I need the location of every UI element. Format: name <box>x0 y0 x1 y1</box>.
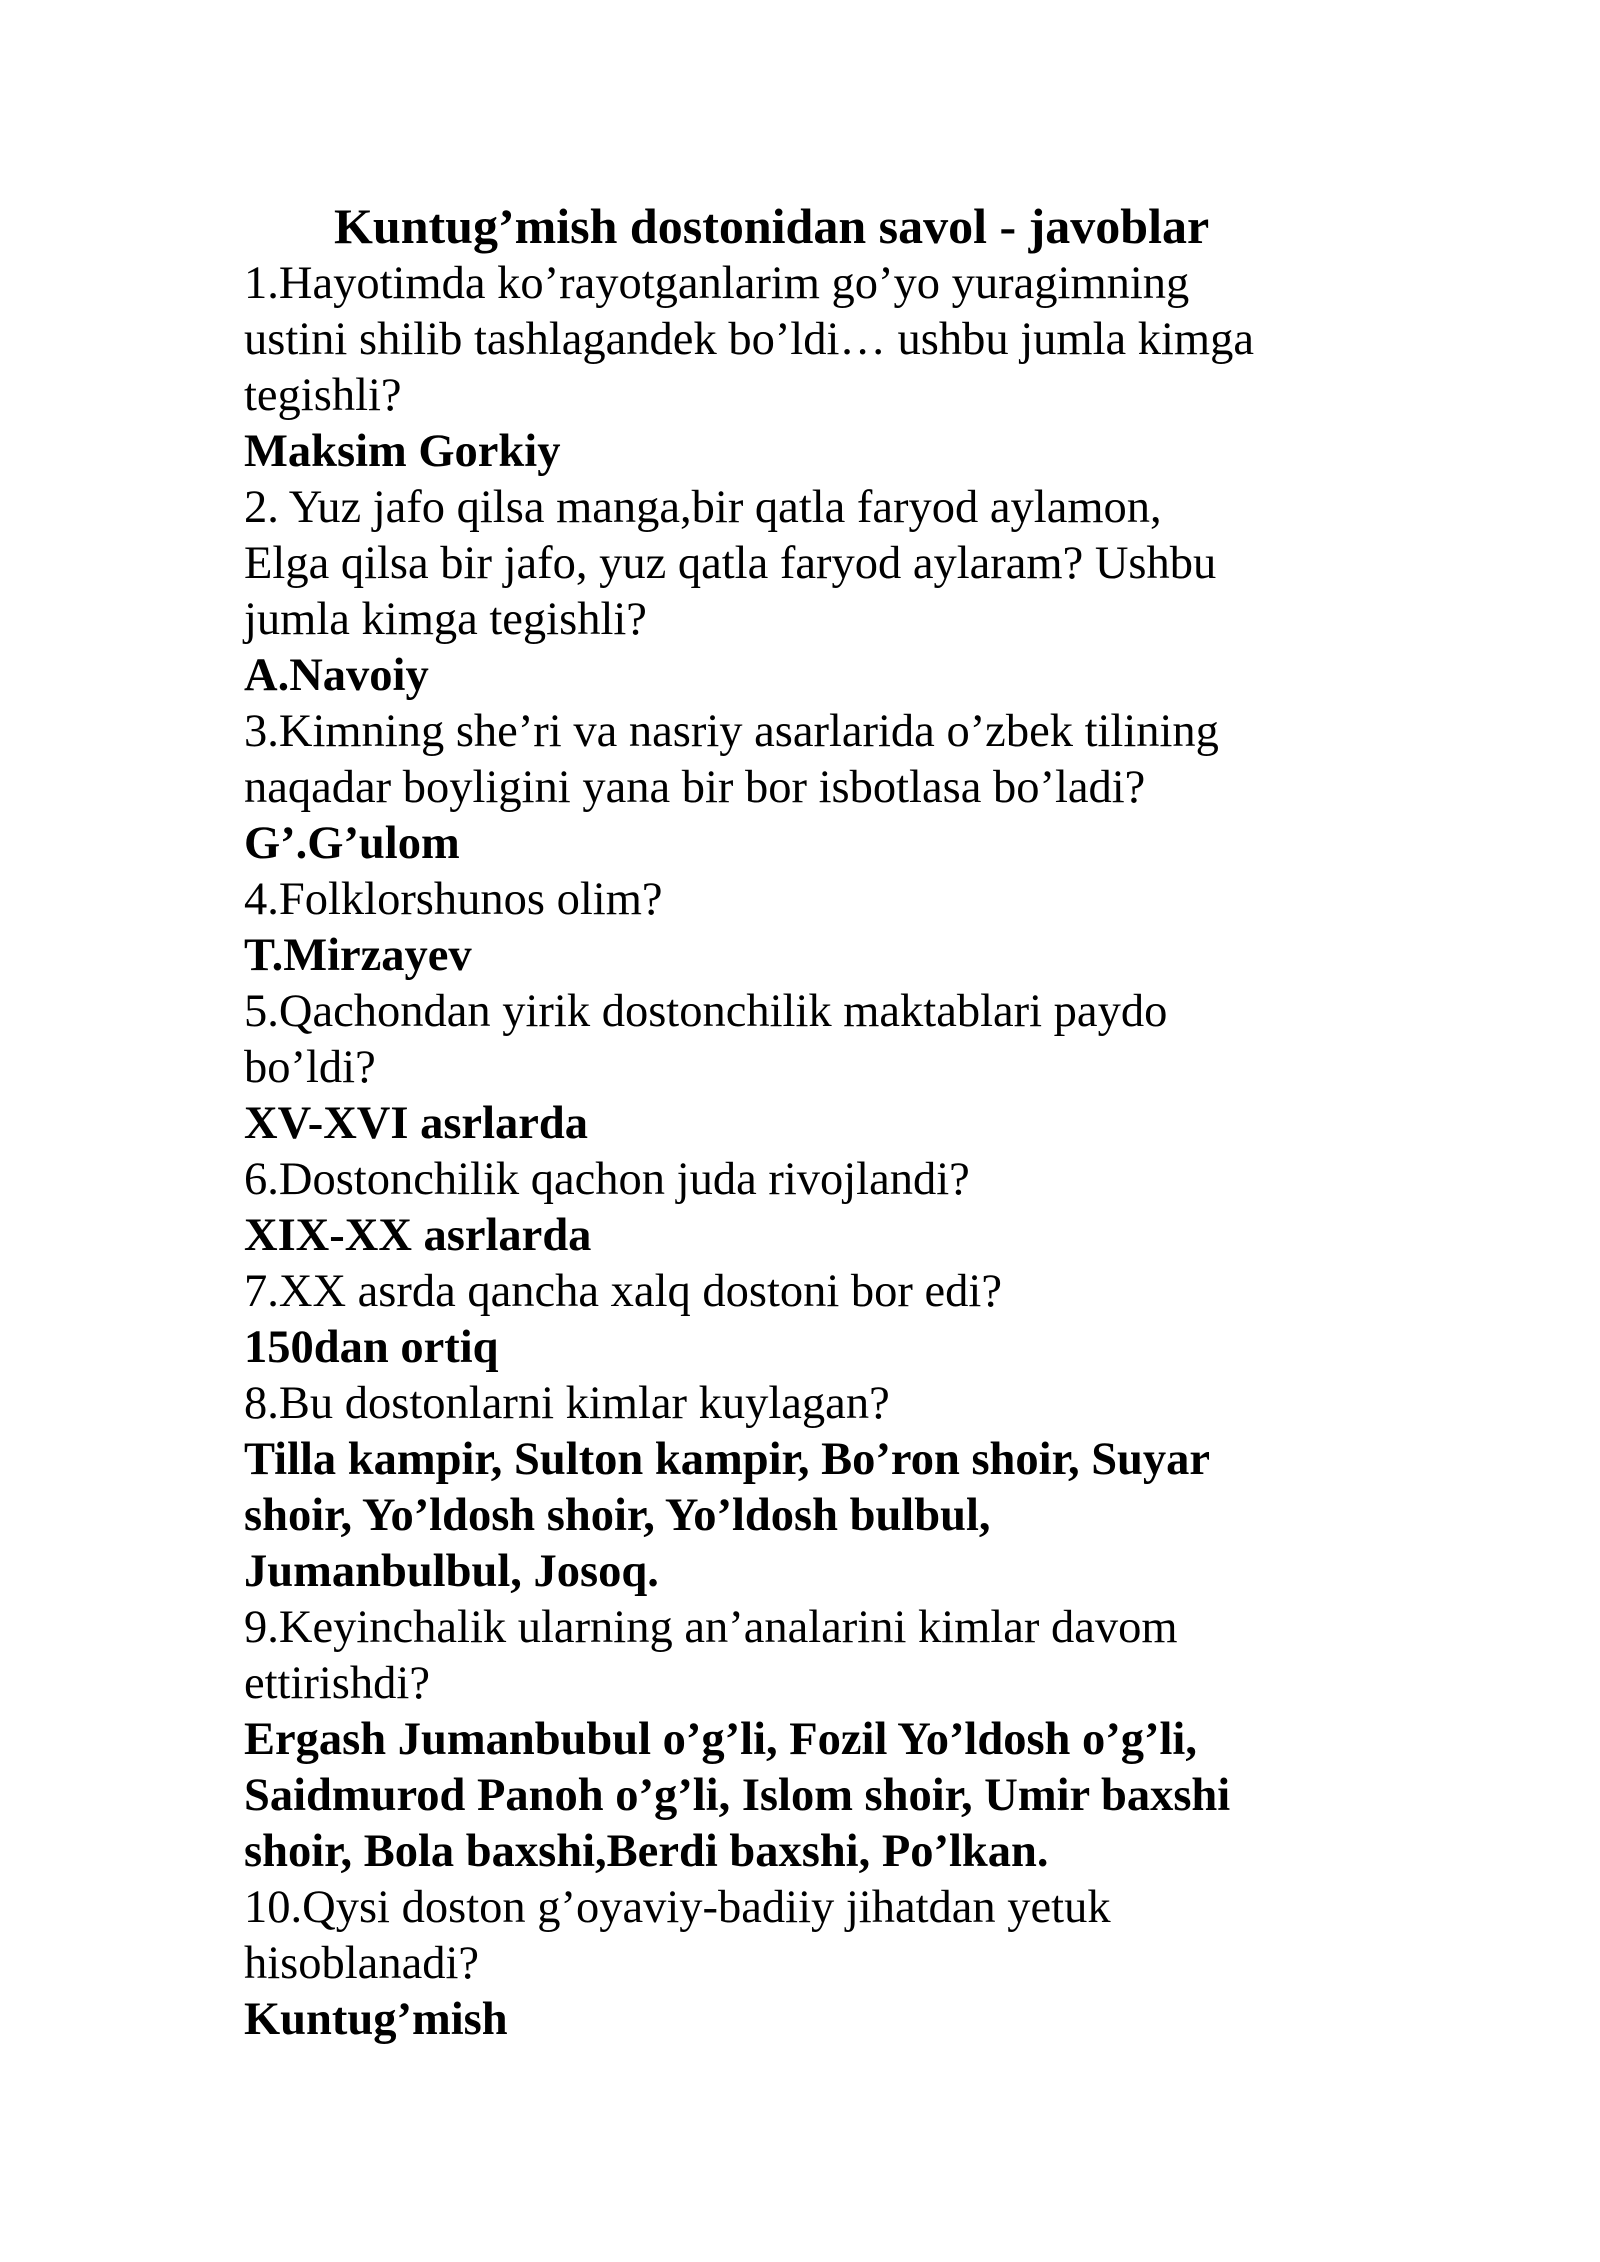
question-line: 2. Yuz jafo qilsa manga,bir qatla faryod aylamon, <box>244 482 1162 533</box>
answer-line: Maksim Gorkiy <box>244 426 561 477</box>
qa-item <box>244 1880 1384 2048</box>
question-line: 1.Hayotimda ko’rayotganlarim go’yo yuragimning <box>244 258 1190 309</box>
answer-line: 150dan ortiq <box>244 1322 499 1373</box>
page-title: Kuntug’mish dostonidan savol - javoblar <box>334 198 1210 254</box>
answer-line: Tilla kampir, Sulton kampir, Bo’ron shoir, Suyar <box>244 1434 1211 1485</box>
answer-line: XIX-XX asrlarda <box>244 1210 592 1261</box>
question-line: 10.Qysi doston g’oyaviy-badiiy jihatdan yetuk <box>244 1882 1111 1933</box>
qa-list <box>244 256 1384 2048</box>
question-line: jumla kimga tegishli? <box>244 594 647 645</box>
answer-line: XV-XVI asrlarda <box>244 1098 588 1149</box>
question-line: 4.Folklorshunos olim? <box>244 874 663 925</box>
qa-item <box>244 1152 1384 1264</box>
question-line: 5.Qachondan yirik dostonchilik maktablari paydo <box>244 986 1168 1037</box>
answer-line: Ergash Jumanbubul o’g’li, Fozil Yo’ldosh o’g’li, <box>244 1714 1197 1765</box>
qa-item <box>244 984 1384 1152</box>
qa-item <box>244 872 1384 984</box>
answer-line: Saidmurod Panoh o’g’li, Islom shoir, Umir baxshi <box>244 1770 1231 1821</box>
question-line: ettirishdi? <box>244 1658 430 1709</box>
question-line: bo’ldi? <box>244 1042 376 1093</box>
question-line: 6.Dostonchilik qachon juda rivojlandi? <box>244 1154 970 1205</box>
answer-line: Kuntug’mish <box>244 1994 508 2045</box>
qa-item <box>244 1376 1384 1600</box>
qa-item <box>244 256 1384 480</box>
qa-item <box>244 704 1384 872</box>
qa-item <box>244 1264 1384 1376</box>
qa-item <box>244 1600 1384 1880</box>
question-line: naqadar boyligini yana bir bor isbotlasa bo’ladi? <box>244 762 1146 813</box>
question-line: 7.XX asrda qancha xalq dostoni bor edi? <box>244 1266 1002 1317</box>
document-page <box>244 196 1384 2048</box>
answer-line: shoir, Yo’ldosh shoir, Yo’ldosh bulbul, <box>244 1490 991 1541</box>
answer-line: Jumanbulbul, Josoq. <box>244 1546 659 1597</box>
answer-line: shoir, Bola baxshi,Berdi baxshi, Po’lkan. <box>244 1826 1049 1877</box>
question-line: hisoblanadi? <box>244 1938 480 1989</box>
answer-line: G’.G’ulom <box>244 818 460 869</box>
question-line: 3.Kimning she’ri va nasriy asarlarida o’zbek tilining <box>244 706 1219 757</box>
question-line: 9.Keyinchalik ularning an’analarini kimlar davom <box>244 1602 1178 1653</box>
answer-line: A.Navoiy <box>244 650 429 701</box>
question-line: 8.Bu dostonlarni kimlar kuylagan? <box>244 1378 890 1429</box>
question-line: ustini shilib tashlagandek bo’ldi… ushbu jumla kimga <box>244 314 1254 365</box>
question-line: Elga qilsa bir jafo, yuz qatla faryod aylaram? Ushbu <box>244 538 1217 589</box>
qa-item <box>244 480 1384 704</box>
question-line: tegishli? <box>244 370 402 421</box>
answer-line: T.Mirzayev <box>244 930 472 981</box>
